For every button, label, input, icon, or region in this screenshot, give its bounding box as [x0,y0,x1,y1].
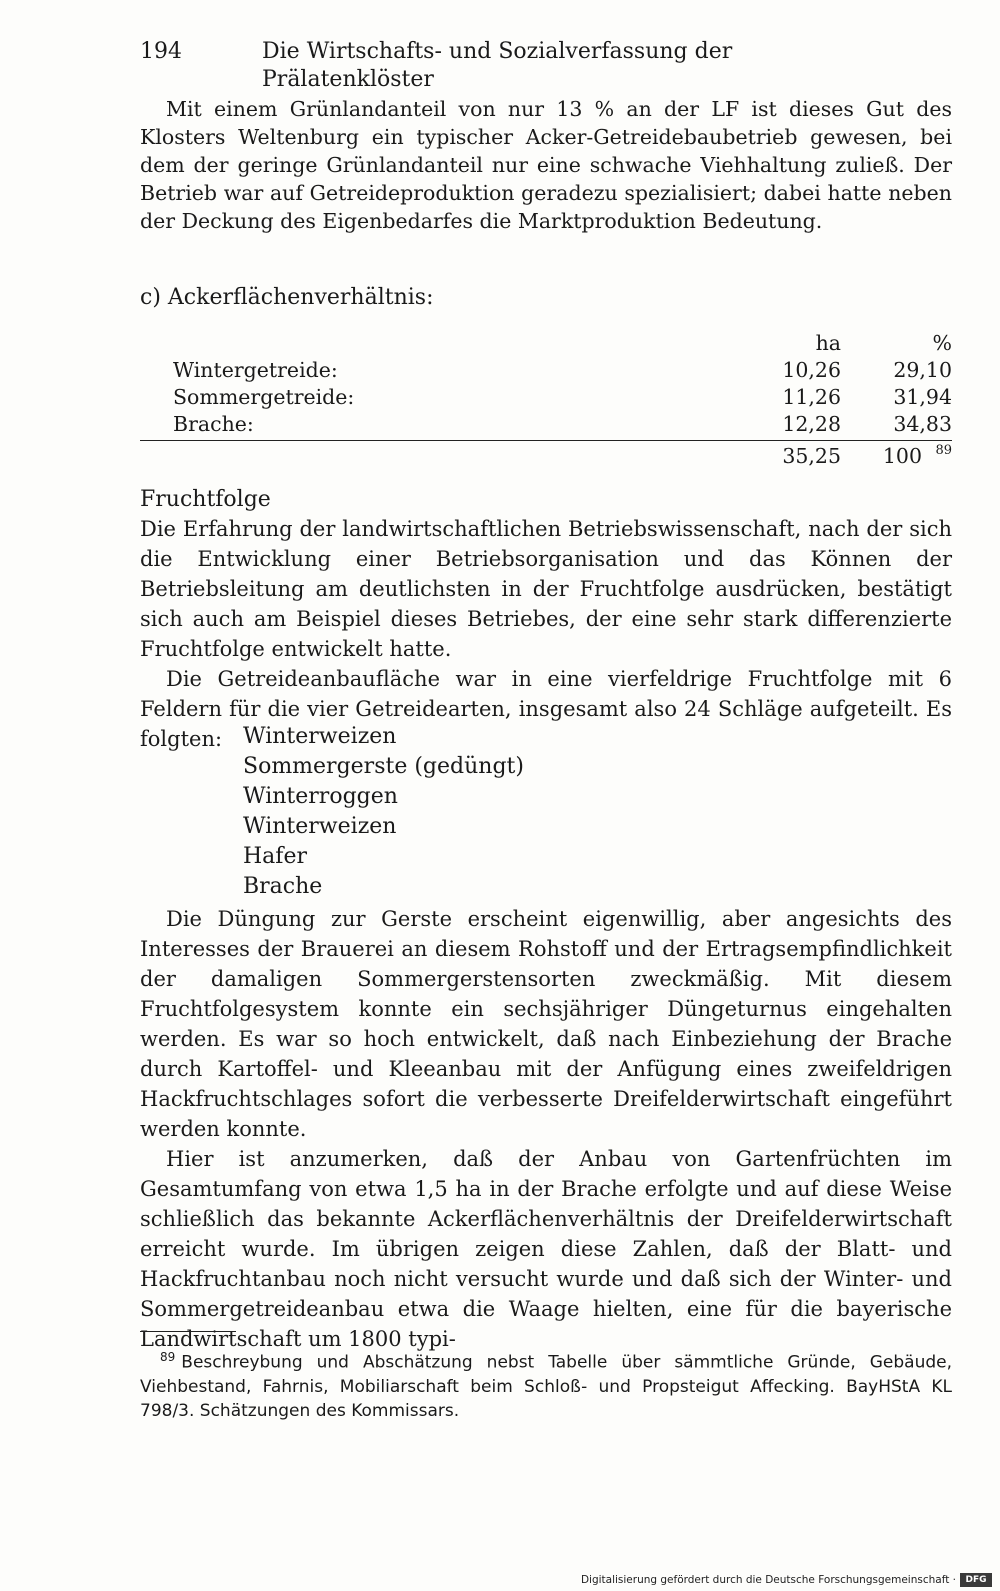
row-pct: 29,10 [893,358,952,382]
row-pct: 34,83 [893,412,952,436]
fruchtfolge-text-block [140,514,952,754]
list-item: Sommergerste (gedüngt) [243,754,524,779]
row-ha: 12,28 [782,412,841,436]
row-ha: 11,26 [782,385,841,409]
list-item: Hafer [243,844,307,869]
row-label: Sommergetreide: [173,385,355,409]
table-total-row [140,443,952,470]
table-row [140,357,952,384]
footnote-text: Beschreybung und Abschätzung nebst Tabelle über sämmtliche Gründe, Gebäude, Viehbestand, Fahrnis, Mobiliarschaft beim Schloß- und Propsteigut Affecking. BayHStA KL 798/3. Schätzungen des Kommissars. [140,1352,952,1421]
total-ha: 35,25 [782,444,841,468]
row-pct: 31,94 [893,385,952,409]
fruchtfolge-paragraph-1: Die Erfahrung der landwirtschaftlichen Betriebswissenschaft, nach der sich die Entwicklung einer Betriebsorganisation und das Können der Betriebsleitung am deutlichsten in der Fruchtfolge ausdrücken, bestätigt sich auch am Beispiel dieses Betriebes, der eine sehr stark differenzierte Fruchtfolge entwickelt hatte. [140,517,952,661]
footnote-mark: 89 [160,1350,176,1364]
col-header-pct: % [932,331,952,355]
ackerflaechen-table [140,330,952,470]
dfg-logo-icon: DFG [960,1573,992,1587]
footnote-reference: 89 [935,443,952,458]
page-number: 194 [140,39,182,64]
duengung-paragraph: Die Düngung zur Gerste erscheint eigenwillig, aber angesichts des Interesses der Brauerei an diesem Rohstoff und der Ertragsempfindlichkeit der damaligen Sommergerstensorten zweckmäßig. Mit diesem Fruchtfolgesystem konnte ein sechsjähriger Düngeturnus eingehalten werden. Es war so hoch entwickelt, daß nach Einbeziehung der Brache durch Kartoffel- und Kleeanbau mit der Anfügung eines zweifeldrigen Hackfruchtschlages sofort die verbesserte Dreifelderwirtschaft eingeführt werden konnte. [140,907,952,1141]
running-title: Die Wirtschafts- und Sozialverfassung der Prälatenklöster [262,39,733,92]
table-row [140,411,952,438]
crop-rotation-list [243,722,524,902]
list-item: Winterweizen [243,814,397,839]
intro-paragraph-block [140,95,952,235]
col-header-ha: ha [815,331,841,355]
footnote [140,1345,952,1423]
list-item: Winterroggen [243,784,398,809]
fruchtfolge-heading: Fruchtfolge [140,487,271,512]
list-item: Winterweizen [243,724,397,749]
fruchtfolge-paragraph-2: Die Getreideanbaufläche war in eine vierfeldrige Fruchtfolge mit 6 Feldern für die vier Getreidearten, insgesamt also 24 Schläge aufgeteilt. Es folgten: [140,667,952,751]
table-sum-rule [140,440,952,441]
total-pct: 100 [882,444,922,468]
anmerkung-paragraph: Hier ist anzumerken, daß der Anbau von Gartenfrüchten im Gesamtumfang von etwa 1,5 ha in der Brache erfolgte und auf diese Weise schließlich das bekannte Ackerflächenverhältnis der Dreifelderwirtschaft erreicht wurde. Im übrigen zeigen diese Zahlen, daß der Blatt- und Hackfruchtanbau noch nicht versucht wurde und daß sich der Winter- und Sommergetreideanbau etwa die Waage hielten, eine für die bayerische Landwirtschaft um 1800 typi- [140,1147,952,1351]
duengung-text-block [140,904,952,1354]
banner-text: Digitalisierung gefördert durch die Deutsche Forschungsgemeinschaft · [580,1574,956,1586]
row-ha: 10,26 [782,358,841,382]
table-header-row [140,330,952,357]
digitization-banner [581,1573,992,1587]
row-label: Wintergetreide: [173,358,338,382]
row-label: Brache: [173,412,254,436]
table-row [140,384,952,411]
list-item: Brache [243,874,323,899]
footnote-separator [140,1331,236,1332]
section-c-heading: c) Ackerflächenverhältnis: [140,285,434,310]
intro-paragraph: Mit einem Grünlandanteil von nur 13 % an der LF ist dieses Gut des Klosters Weltenburg ein typischer Acker-Getreidebaubetrieb gewesen, bei dem der geringe Grünlandanteil nur eine schwache Viehhaltung zuließ. Der Betrieb war auf Getreideproduktion geradezu spezialisiert; dabei hatte neben der Deckung des Eigenbedarfes die Marktproduktion Bedeutung. [140,97,952,233]
